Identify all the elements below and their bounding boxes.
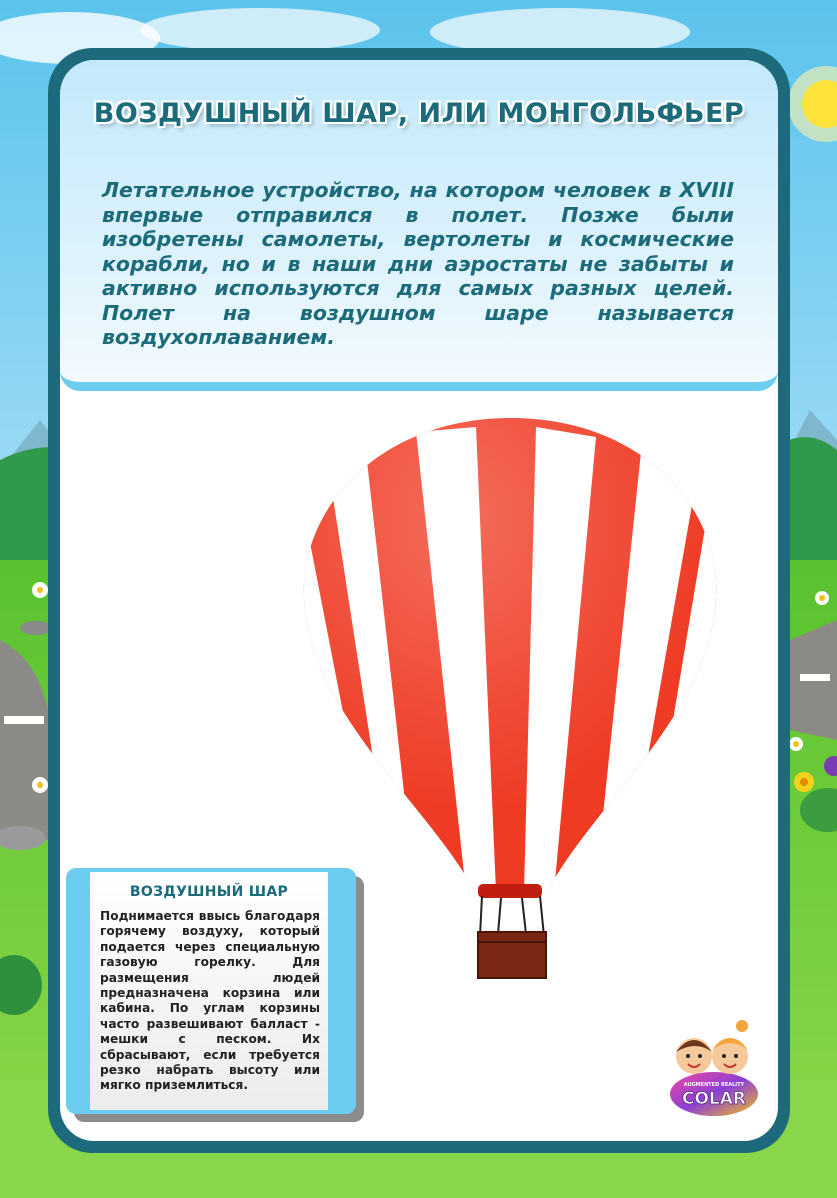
colar-logo-icon [666, 1018, 762, 1118]
info-box [66, 868, 356, 1114]
intro-text: Летательное устройство, на котором человек в XVIII впервые отправился в полет. Позже были изобретены самолеты, вертолеты и космические корабли, но и в наши дни аэростаты не забыты и активно используются для самых разных целей. Полет на воздушном шаре называется воздухоплаванием. [102, 178, 734, 349]
page-title: ВОЗДУШНЫЙ ШАР, ИЛИ МОНГОЛЬФЬЕР [93, 98, 745, 129]
hot-air-balloon-illustration [296, 412, 726, 992]
logo-name: COLAR [681, 1089, 747, 1109]
logo-tagline: AUGMENTED REALITY [683, 1082, 745, 1088]
info-box-text: Поднимается ввысь благодаря горячему воздуху, который подается через специальную газовую горелку. Для размещения людей предназначена корзина или кабина. По углам корзины часто развешивают балласт - мешки с песком. Их сбрасывают, если требуется резко набрать высоту или мягко приземлиться. [100, 909, 320, 1093]
colar-logo [666, 1018, 762, 1118]
info-box-content [90, 872, 328, 1110]
header-panel [60, 60, 778, 391]
info-box-title: ВОЗДУШНЫЙ ШАР [129, 884, 289, 900]
